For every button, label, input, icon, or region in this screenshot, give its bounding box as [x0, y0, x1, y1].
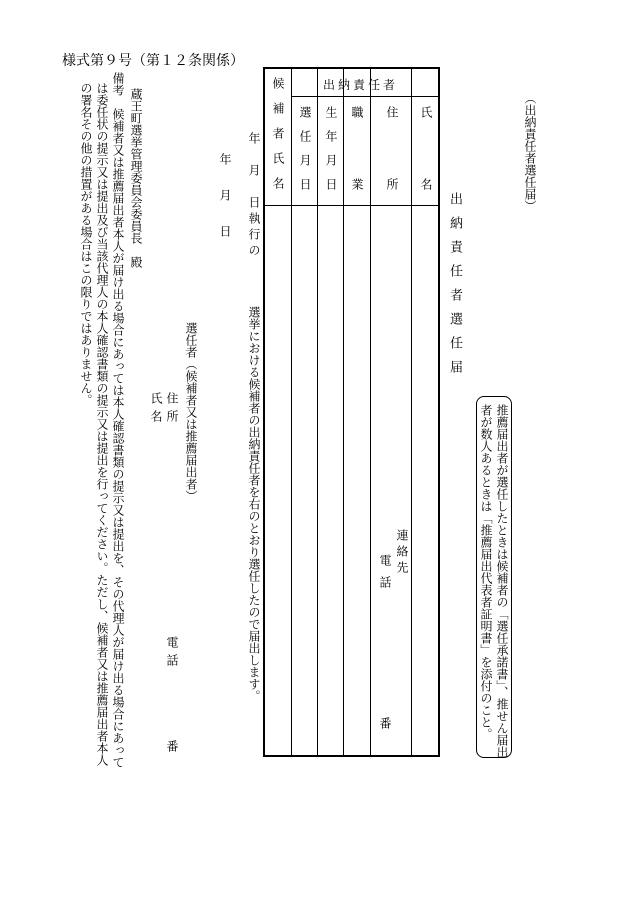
- treasurer-table: [263, 67, 440, 757]
- table-col-line: [370, 69, 371, 755]
- table-col-line: [343, 69, 344, 755]
- attachment-note: [476, 396, 516, 758]
- appointer-label: 選任者（候補者又は推薦届出者）: [184, 322, 198, 502]
- statement: 選挙における候補者の出納責任者を右のとおり選任したので届出します。: [247, 306, 261, 702]
- table-col-line: [291, 69, 292, 755]
- name-label: 氏名: [149, 392, 163, 428]
- note-line-3: の署名その他の措置がある場合はこの限りではありません。: [79, 82, 93, 406]
- table-number-label: 番: [378, 717, 392, 729]
- table-header-line: [291, 96, 438, 97]
- name-header: 氏名: [419, 106, 433, 250]
- appointer-number-label: 番: [165, 740, 179, 752]
- address-label: 住所: [165, 392, 179, 428]
- contact-label: 連絡先: [395, 529, 409, 577]
- attachment-note-line1: 推薦届出者が選任したときは候補者の「選任承諾書」、推せん届出: [495, 404, 509, 758]
- occupation-header: 職業: [350, 106, 364, 250]
- note-line-1: 備考 候補者又は推薦届出者本人が届け出る場合にあっては本人確認書類の提示又は提出を、その代理人が届け出る場合にあって: [111, 72, 125, 768]
- address-header: 住所: [385, 106, 399, 250]
- addressee: 蔵王町選挙管理委員会委員長 殿: [129, 88, 143, 268]
- side-title: （出納責任者選任届）: [523, 92, 537, 212]
- main-title: 出納責任者選任届: [447, 192, 462, 384]
- table-phone-label: 電話: [378, 554, 392, 598]
- table-col-line: [411, 69, 412, 755]
- election-date-prefix: 年 月 日執行の: [247, 132, 261, 260]
- birth-date-header: 生年月日: [324, 106, 338, 202]
- treasurer-header: 出納責任者: [323, 78, 399, 92]
- candidate-name-header: 候補者氏名: [271, 77, 285, 202]
- attachment-note-line2: 者が数人あるときは「推薦届出代表者証明書」を添付のこと。: [479, 404, 493, 740]
- table-col-line: [317, 69, 318, 755]
- appointer-phone-label: 電話: [165, 636, 179, 672]
- form-number: 様式第９号（第１２条関係）: [62, 53, 244, 69]
- note-line-2: は委任状の提示又は提出及び当該代理人の本人確認書類の提示又は提出を行ってください。ただし、候補者又は推薦届出者本人: [95, 82, 109, 766]
- appointment-date-header: 選任月日: [298, 106, 312, 202]
- filing-date: 年 月 日: [218, 153, 232, 243]
